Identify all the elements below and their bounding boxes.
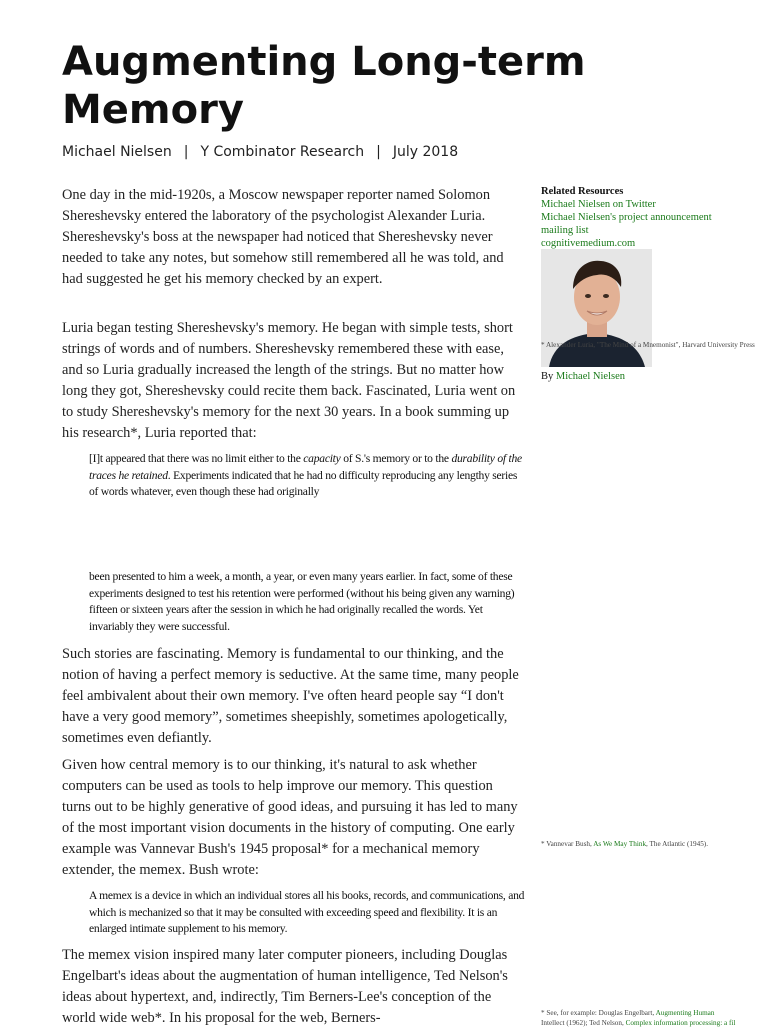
project-announcement-link[interactable]: Michael Nielsen's project announcement: [541, 212, 712, 223]
page-title: Augmenting Long-term Memory: [62, 39, 586, 133]
footnote-engelbart: * See, for example: Douglas Engelbart, Augmenting Human: [541, 1009, 715, 1017]
footnote-engelbart-line2: Intellect (1962); Ted Nelson, Complex information processing: a fil: [541, 1019, 736, 1027]
footnote-bush: * Vannevar Bush, As We May Think, The Atlantic (1945).: [541, 840, 708, 848]
blockquote-luria-part2: been presented to him a week, a month, a year, or even many years earlier. In fact, some of these experiments designed to test his retention were performed (without his being given any warning) fifteen or sixteen years after the session in which he had originally recalled the words. Yet invariably they were successful.: [89, 570, 515, 633]
footnote-luria: * Alexander Luria, "The Mind of a Mnemonist", Harvard University Press: [541, 341, 755, 349]
paragraph-5: The memex vision inspired many later computer pioneers, including Douglas Engelbart's ideas about the augmentation of human intelligence, Ted Nelson's ideas about hypertext, and, indirectly, Tim Berners-Lee's conception of the world wide web*. In his proposal for the web, Berners-: [62, 947, 508, 1026]
byline: [62, 142, 458, 162]
organization: Y Combinator Research: [200, 144, 365, 160]
paragraph-3: Such stories are fascinating. Memory is fundamental to our thinking, and the notion of having a perfect memory is seductive. At the same time, many people feel ambivalent about their own memory. I've often heard people say “I don't have a very good memory”, sometimes sheepishly, sometimes apologetically, sometimes even defiantly.: [62, 646, 519, 746]
as-we-may-think-link[interactable]: As We May Think: [593, 840, 647, 848]
related-resources-heading: Related Resources: [541, 186, 624, 197]
augmenting-human-intellect-link[interactable]: Augmenting Human: [655, 1009, 715, 1017]
twitter-link[interactable]: Michael Nielsen on Twitter: [541, 199, 656, 210]
paragraph-4: Given how central memory is to our thinking, it's natural to ask whether computers can be used as tools to help improve our memory. This question turns out to be highly generative of good ideas, and pursuing it has led to many of the most important vision documents in the history of computing. One early example was Vannevar Bush's 1945 proposal* for a mechanical memory extender, the memex. Bush wrote:: [62, 757, 518, 878]
paragraph-1: One day in the mid-1920s, a Moscow newspaper reporter named Solomon Shereshevsky entered the laboratory of the psychologist Alexander Luria. Shereshevsky's boss at the newspaper had noticed that Shereshevsky never needed to take any notes, but somehow still remembered all he was told, and had suggested he get his memory checked by an expert.: [62, 187, 504, 287]
author-link[interactable]: Michael Nielsen: [555, 371, 625, 382]
paragraph-2: Luria began testing Shereshevsky's memory. He began with simple tests, short strings of words and of numbers. Shereshevsky remembered these with ease, and so Luria gradually increased the length of the strings. But no matter how long they got, Shereshevsky could recite them back. Fascinated, Luria went on to study Shereshevsky's memory for the next 30 years. In a book summing up his research*, Luria reported that:: [62, 320, 516, 441]
blockquote-luria-part1: [I]t appeared that there was no limit either to the capacity of S.'s memory or to the durability of the traces he retained. Experiments indicated that he had no difficulty reproducing any lengthy series of words whatever, even though these had originally: [89, 452, 522, 499]
author-name: Michael Nielsen: [62, 144, 172, 160]
blockquote-memex: A memex is a device in which an individual stores all his books, records, and communications, and which is mechanized so that it may be consulted with exceeding speed and flexibility. It is an enlarged intimate supplement to his memory.: [89, 889, 525, 936]
related-resources: [541, 185, 712, 250]
mailing-list-link[interactable]: mailing list: [541, 225, 589, 236]
author-credit: By Michael Nielsen: [541, 371, 625, 382]
byline-separator: |: [376, 144, 381, 160]
publish-date: July 2018: [392, 144, 459, 160]
complex-information-processing-link[interactable]: Complex information processing: a fil: [625, 1019, 736, 1027]
cognitivemedium-link[interactable]: cognitivemedium.com: [541, 238, 636, 249]
byline-separator: |: [183, 144, 189, 160]
